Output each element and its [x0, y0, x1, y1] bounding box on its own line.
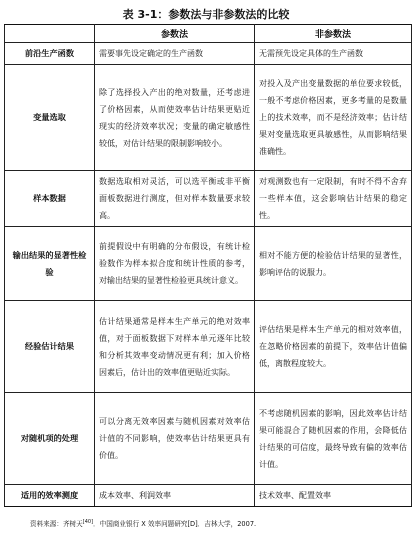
row-label: 样本数据 — [5, 171, 95, 227]
nonparametric-cell: 对投入及产出变量数据的单位要求较低，一般不考虑价格因素，更多考量的是数量上的技术效率，而不是经济效率；估计结果对变量选取更具敏感性，从而影响结果准确性。 — [255, 65, 412, 171]
table-header-row — [5, 25, 412, 43]
nonparametric-cell: 技术效率、配置效率 — [255, 485, 412, 507]
header-parametric: 参数法 — [95, 25, 255, 43]
header-nonparametric: 非参数法 — [255, 25, 412, 43]
parametric-cell: 可以分离无效率因素与随机因素对效率估计值的不同影响，使效率估计结果更具有价值。 — [95, 393, 255, 485]
table-title: 表 3-1：参数法与非参数法的比较 — [122, 8, 290, 21]
table-row — [5, 485, 412, 507]
source-note — [30, 518, 256, 528]
row-label: 适用的效率测度 — [5, 485, 95, 507]
nonparametric-cell: 不考虑随机因素的影响，因此效率估计结果可能混合了随机因素的作用，会降低估计结果的可信度，最终导致有偏的效率估计值。 — [255, 393, 412, 485]
table-row — [5, 393, 412, 485]
nonparametric-cell: 评估结果是样本生产单元的相对效率值，在忽略价格因素的前提下，效率估计值偏低，离散程度较大。 — [255, 301, 412, 393]
nonparametric-cell: 相对不能方便的检验估计结果的显著性，影响评估的说服力。 — [255, 227, 412, 301]
table-row — [5, 227, 412, 301]
table-row — [5, 171, 412, 227]
source-prefix: 资料来源：齐树天 — [30, 520, 83, 528]
source-ref: [40] — [82, 518, 94, 525]
parametric-cell: 估计结果通常是样本生产单元的绝对效率值，对于面板数据下对样本单元逐年比较和分析其效率变动情况更有利；加入价格因素后，估计出的效率值更贴近实际。 — [95, 301, 255, 393]
parametric-cell: 成本效率、利润效率 — [95, 485, 255, 507]
row-label: 经验估计结果 — [5, 301, 95, 393]
nonparametric-cell: 无需预先设定具体的生产函数 — [255, 43, 412, 65]
row-label: 变量选取 — [5, 65, 95, 171]
table-row — [5, 301, 412, 393]
table-row — [5, 65, 412, 171]
nonparametric-cell: 对观测数也有一定限制，有时不得不舍弃一些样本值，这会影响估计结果的稳定性。 — [255, 171, 412, 227]
row-label: 对随机项的处理 — [5, 393, 95, 485]
row-label: 输出结果的显著性检验 — [5, 227, 95, 301]
parametric-cell: 需要事先设定确定的生产函数 — [95, 43, 255, 65]
parametric-cell: 前提假设中有明确的分布假设，有统计检验数作为样本拟合度和统计性质的参考，对输出结果的显著性检验更具统计意义。 — [95, 227, 255, 301]
row-label: 前沿生产函数 — [5, 43, 95, 65]
table-row — [5, 43, 412, 65]
parametric-cell: 除了选择投入产出的绝对数量，还考虑进了价格因素，从而使效率估计结果更贴近现实的经济效率状况；变量的确定敏感性较低，对估计结果的限制影响较小。 — [95, 65, 255, 171]
header-blank-cell — [5, 25, 95, 43]
comparison-table — [4, 24, 412, 507]
source-suffix: ．中国商业银行 X 效率问题研究[D]．吉林大学，2007. — [93, 520, 257, 528]
parametric-cell: 数据选取相对灵活，可以选平衡或非平衡面板数据进行测度，但对样本数量要求较高。 — [95, 171, 255, 227]
